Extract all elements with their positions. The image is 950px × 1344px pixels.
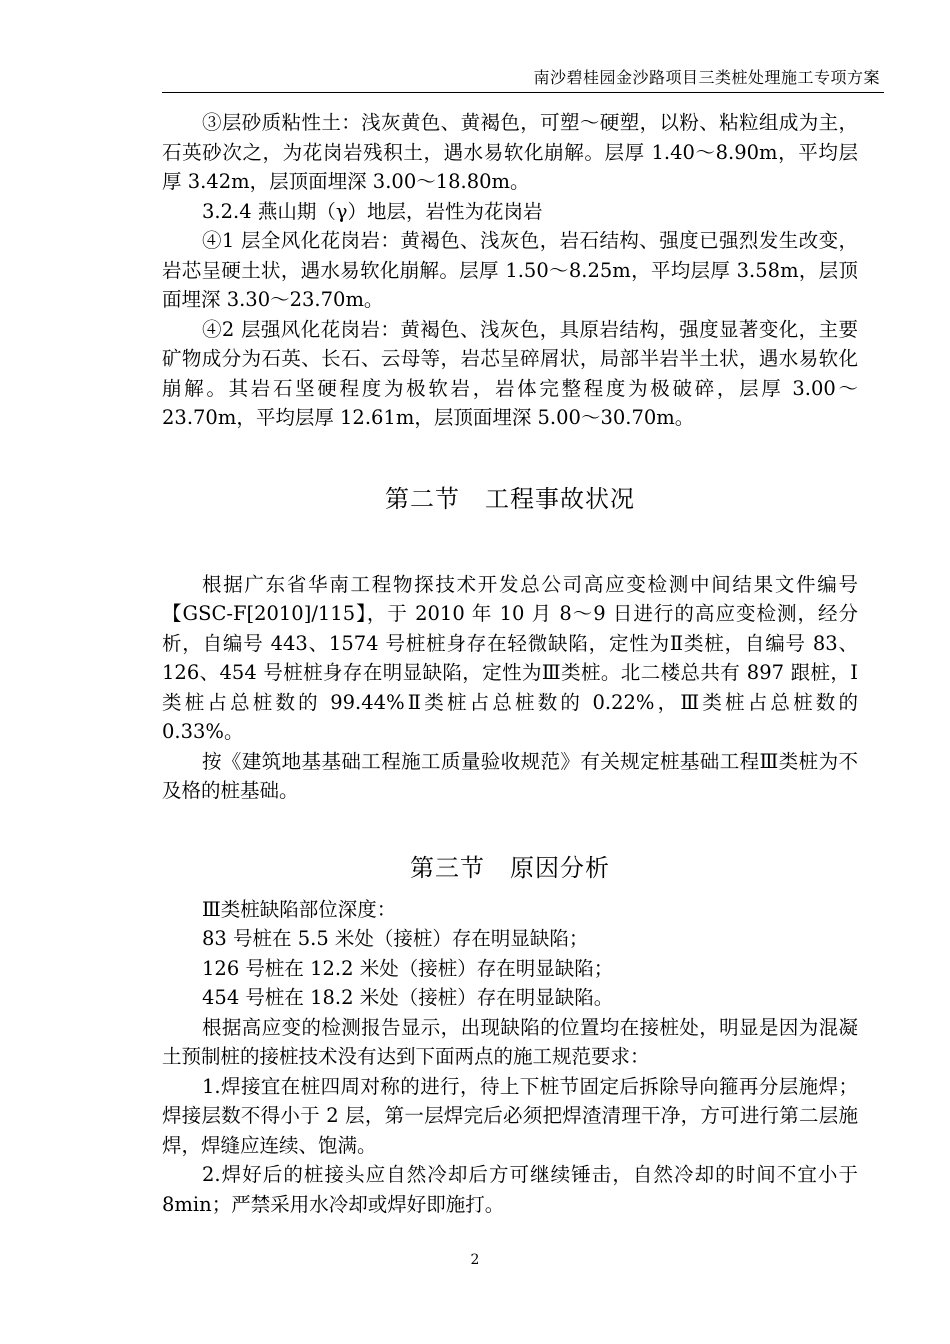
paragraph: 3.2.4 燕山期（γ）地层，岩性为花岗岩	[202, 199, 543, 223]
page-number: 2	[470, 1252, 480, 1268]
paragraph: ④2 层强风化花岗岩：黄褐色、浅灰色，具原岩结构，强度显著变化，主要矿物成分为石英、长石、云母等，岩芯呈碎屑状，局部半岩半土状，遇水易软化崩解。其岩石坚硬程度为极软岩，岩体完整程度为极破碎，层厚 3.00～23.70m，平均层厚 12.61m，层顶面埋深 5.00～30.70m。	[162, 317, 858, 429]
paragraph: 按《建筑地基基础工程施工质量验收规范》有关规定桩基础工程Ⅲ类桩为不及格的桩基础。	[162, 749, 858, 802]
paragraph: 1.焊接宜在桩四周对称的进行，待上下桩节固定后拆除导向箍再分层施焊；焊接层数不得小于 2 层，第一层焊完后必须把焊渣清理干净，方可进行第二层施焊，焊缝应连续、饱满。	[162, 1074, 858, 1157]
section-heading: 第二节 工程事故状况	[385, 484, 635, 513]
section-heading: 第三节 原因分析	[410, 853, 610, 882]
section-soil-layers	[162, 108, 858, 433]
header-title: 南沙碧桂园金沙路项目三类桩处理施工专项方案	[533, 68, 880, 87]
paragraph: 2.焊好后的桩接头应自然冷却后方可继续锤击，自然冷却的时间不宜小于 8min；严禁采用水冷却或焊好即施打。	[162, 1163, 858, 1216]
section-cause-analysis	[162, 895, 858, 1220]
paragraph: 根据高应变的检测报告显示，出现缺陷的位置均在接桩处，明显是因为混凝土预制桩的接桩技术没有达到下面两点的施工规范要求：	[162, 1015, 858, 1068]
paragraph: ③层砂质粘性土：浅灰黄色、黄褐色，可塑～硬塑，以粉、粘粒组成为主，石英砂次之，为花岗岩残积土，遇水易软化崩解。层厚 1.40～8.90m，平均层厚 3.42m，层顶面埋深 3.00～18.80m。	[162, 111, 858, 193]
paragraph: 83 号桩在 5.5 米处（接桩）存在明显缺陷；	[202, 927, 589, 950]
paragraph: Ⅲ类桩缺陷部位深度：	[202, 897, 397, 921]
page-header	[162, 66, 884, 93]
paragraph: ④1 层全风化花岗岩：黄褐色、浅灰色，岩石结构、强度已强烈发生改变，岩芯呈硬土状，遇水易软化崩解。层厚 1.50～8.25m，平均层厚 3.58m，层顶面埋深 3.30～23.70m。	[162, 229, 858, 311]
paragraph: 根据广东省华南工程物探技术开发总公司高应变检测中间结果文件编号【GSC-F[2010]/115】，于 2010 年 10 月 8～9 日进行的高应变检测，经分析，自编号 443、1574 号桩桩身存在轻微缺陷，定性为Ⅱ类桩，自编号 83、126、454 号桩桩身存在明显缺陷，定性为Ⅲ类桩。北二楼总共有 897 跟桩，Ⅰ类桩占总桩数的 99.44%Ⅱ类桩占总桩数的 0.22%，Ⅲ类桩占总桩数的 0.33%。	[162, 572, 858, 743]
document-body	[162, 108, 858, 1219]
paragraph: 454 号桩在 18.2 米处（接桩）存在明显缺陷。	[202, 986, 614, 1009]
paragraph: 126 号桩在 12.2 米处（接桩）存在明显缺陷；	[202, 956, 614, 980]
section-accident-status	[162, 570, 858, 806]
